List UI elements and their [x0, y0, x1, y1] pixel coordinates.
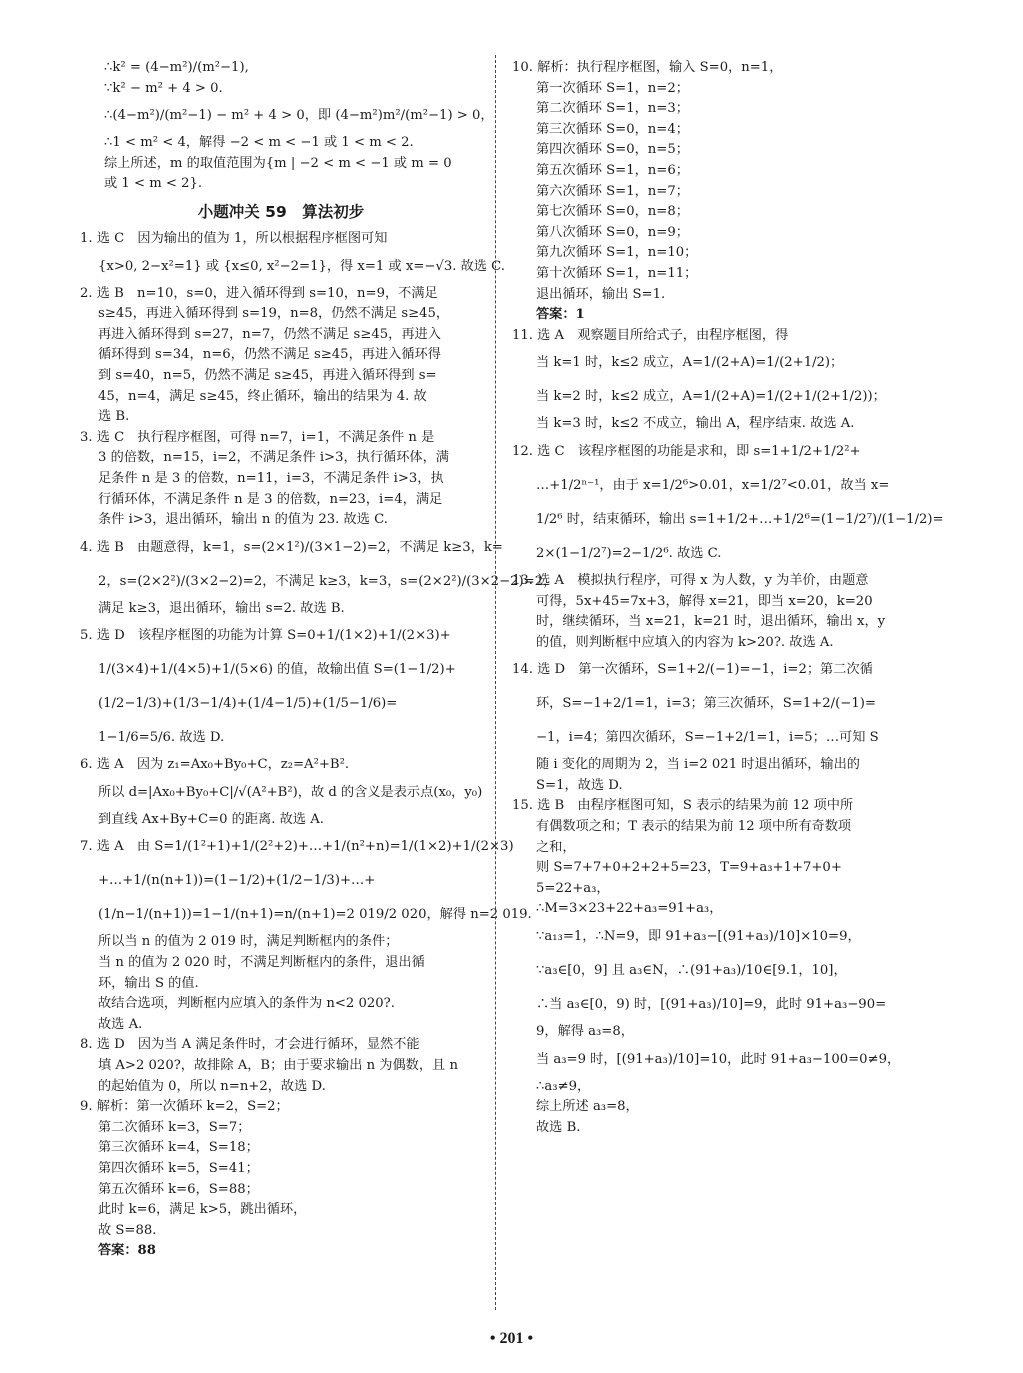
text-line: ∴1 < m² < 4，解得 −2 < m < −1 或 1 < m < 2.: [104, 135, 414, 151]
text-line: 故选 A.: [98, 1016, 143, 1032]
text-line: (1/n−1/(n+1))=1−1/(n+1)=n/(n+1)=2 019/2 020，解得 n=2 019.: [98, 907, 532, 923]
text-line: 4. 选 B 由题意得，k=1，s=(2×1²)/(3×1−2)=2，不满足 k≥3，k=: [80, 539, 503, 555]
text-line: 当 k=2 时，k≤2 成立，A=1/(2+A)=1/(2+1/(2+1/2))；: [536, 389, 886, 405]
text-line: 8. 选 D 因为当 A 满足条件时，才会进行循环，显然不能: [80, 1037, 420, 1053]
text-line: ∴当 a₃∈[0，9) 时，[(91+a₃)/10]=9，此时 91+a₃−90=: [536, 997, 887, 1013]
text-line: 故结合选项，判断框内应填入的条件为 n<2 020?.: [98, 996, 395, 1012]
text-line: ∴M=3×23+22+a₃=91+a₃，: [536, 901, 723, 917]
text-line: (1/2−1/3)+(1/3−1/4)+(1/4−1/5)+(1/5−1/6)=: [98, 696, 398, 712]
text-line: 的值，则判断框中应填入的内容为 k>20?. 故选 A.: [536, 634, 834, 650]
text-line: 3. 选 C 执行程序框图，可得 n=7，i=1，不满足条件 n 是: [80, 429, 435, 445]
text-line: 到 s=40，n=5，仍然不满足 s≥45，再进入循环得到 s=: [98, 367, 437, 383]
text-line: +…+1/(n(n+1))=(1−1/2)+(1/2−1/3)+…+: [98, 873, 376, 889]
text-line: 综上所述 a₃=8，: [536, 1099, 639, 1115]
text-line: 11. 选 A 观察题目所给式子，由程序框图，得: [512, 327, 789, 343]
text-line: 5. 选 D 该程序框图的功能为计算 S=0+1/(1×2)+1/(2×3)+: [80, 628, 451, 644]
text-line: 环，S=−1+2/1=1，i=3；第三次循环，S=1+2/(−1)=: [536, 696, 876, 712]
text-line: 15. 选 B 由程序框图可知，S 表示的结果为前 12 项中所: [512, 798, 854, 814]
text-line: 2×(1−1/2⁷)=2−1/2⁶. 故选 C.: [536, 545, 722, 561]
text-line: 当 k=1 时，k≤2 成立，A=1/(2+A)=1/(2+1/2)；: [536, 355, 844, 371]
text-line: 故选 B.: [536, 1119, 581, 1135]
right-column: [512, 58, 944, 1138]
column-divider: [495, 55, 496, 1310]
text-line: 条件 i>3，退出循环，输出 n 的值为 23. 故选 C.: [98, 512, 388, 528]
text-line: ∴(4−m²)/(m²−1) − m² + 4 > 0，即 (4−m²)m²/(m²−1) > 0，: [104, 108, 494, 124]
text-line: 第五次循环 k=6，S=88；: [98, 1181, 259, 1197]
text-line: 可得，5x+45=7x+3，解得 x=21，即当 x=20，k=20: [536, 593, 873, 609]
text-line: 7. 选 A 由 S=1/(1²+1)+1/(2²+2)+…+1/(n²+n)=1/(1×2)+1/(2×3): [80, 839, 514, 855]
text-line: 则 S=7+7+0+2+2+5=23，T=9+a₃+1+7+0+: [536, 860, 842, 876]
text-line: 故 S=88.: [98, 1222, 157, 1238]
text-line: 所以 d=|Ax₀+By₀+C|/√(A²+B²)，故 d 的含义是表示点(x₀，y₀): [98, 784, 483, 800]
text-line: 当 k=3 时，k≤2 不成立，输出 A，程序结束. 故选 A.: [536, 416, 855, 432]
text-line: 1−1/6=5/6. 故选 D.: [98, 730, 225, 746]
text-line: 第四次循环 k=5，S=41；: [98, 1161, 259, 1176]
text-line: S=1，故选 D.: [536, 777, 623, 793]
text-line: 时，继续循环，当 x=21，k=21 时，退出循环，输出 x，y: [536, 614, 886, 630]
text-line: 满足 k≥3，退出循环，输出 s=2. 故选 B.: [98, 600, 345, 616]
text-line: 1/(3×4)+1/(4×5)+1/(5×6) 的值，故输出值 S=(1−1/2)+: [98, 662, 456, 678]
text-line: 12. 选 C 该程序框图的功能是求和，即 s=1+1/2+1/2²+: [512, 443, 861, 459]
text-line: 当 a₃=9 时，[(91+a₃)/10]=10，此时 91+a₃−100=0≠9，: [536, 1051, 901, 1067]
text-line: 第二次循环 S=1，n=3；: [536, 101, 689, 117]
text-line: 9. 解析：第一次循环 k=2，S=2；: [80, 1099, 289, 1115]
text-line: 第九次循环 S=1，n=10；: [536, 245, 698, 261]
section-title: 小题冲关 59 算法初步: [197, 202, 365, 221]
text-line: 行循环体，不满足条件 n 是 3 的倍数，n=23，i=4，满足: [98, 491, 443, 507]
text-line: 第七次循环 S=0，n=8；: [536, 204, 689, 220]
text-line: 之和，: [536, 839, 576, 855]
text-line: 选 B.: [98, 409, 130, 425]
text-line: 第二次循环 k=3，S=7；: [98, 1119, 251, 1135]
text-line: 1. 选 C 因为输出的值为 1，所以根据程序框图可知: [80, 230, 388, 246]
page-number: • 201 •: [489, 1330, 534, 1347]
text-line: 退出循环，输出 S=1.: [536, 286, 666, 302]
text-line: 14. 选 D 第一次循环，S=1+2/(−1)=−1，i=2；第二次循: [512, 662, 873, 678]
text-line: 环，输出 S 的值.: [98, 975, 199, 991]
text-line: 到直线 Ax+By+C=0 的距离. 故选 A.: [98, 811, 324, 827]
text-line: 答案：88: [98, 1243, 156, 1259]
text-line: 2. 选 B n=10，s=0，进入循环得到 s=10，n=9，不满足: [80, 285, 438, 301]
text-line: 5=22+a₃，: [536, 880, 610, 896]
text-line: 的起始值为 0，所以 n=n+2，故选 D.: [98, 1078, 326, 1094]
text-line: 循环得到 s=34，n=6，仍然不满足 s≥45，再进入循环得: [98, 347, 441, 363]
text-line: 3 的倍数，n=15，i=2，不满足条件 i>3，执行循环体，满: [98, 450, 449, 466]
text-line: 第一次循环 S=1，n=2；: [536, 80, 689, 96]
text-line: 1/2⁶ 时，结束循环，输出 s=1+1/2+…+1/2⁶=(1−1/2⁷)/(1−1/2)=: [536, 511, 944, 527]
text-line: 第五次循环 S=1，n=6；: [536, 162, 689, 178]
text-line: ∵k² − m² + 4 > 0.: [104, 80, 223, 96]
text-line: 第十次循环 S=1，n=11；: [536, 265, 698, 281]
text-line: −1，i=4；第四次循环，S=−1+2/1=1，i=5；…可知 S: [536, 730, 879, 746]
text-line: 随 i 变化的周期为 2，当 i=2 021 时退出循环，输出的: [536, 757, 860, 773]
text-line: ∵a₃∈[0，9] 且 a₃∈N，∴(91+a₃)/10∈[9.1，10]，: [536, 963, 847, 979]
text-line: 或 1 < m < 2}.: [104, 176, 203, 192]
text-line: …+1/2ⁿ⁻¹，由于 x=1/2⁶>0.01，x=1/2⁷<0.01，故当 x=: [536, 477, 890, 493]
text-line: 第四次循环 S=0，n=5；: [536, 142, 689, 158]
text-line: 13. 选 A 模拟执行程序，可得 x 为人数，y 为羊价，由题意: [512, 572, 869, 588]
text-line: 有偶数项之和；T 表示的结果为前 12 项中所有奇数项: [536, 819, 852, 835]
text-line: 所以当 n 的值为 2 019 时，满足判断框内的条件；: [98, 934, 399, 950]
text-line: s≥45，再进入循环得到 s=19，n=8，仍然不满足 s≥45，: [98, 306, 450, 322]
text-line: 综上所述，m 的取值范围为{m | −2 < m < −1 或 m = 0: [104, 155, 452, 171]
text-line: 当 n 的值为 2 020 时，不满足判断框内的条件，退出循: [98, 955, 425, 971]
text-line: ∵a₁₃=1，∴N=9，即 91+a₃−[(91+a₃)/10]×10=9，: [536, 929, 861, 945]
text-line: 再进入循环得到 s=27，n=7，仍然不满足 s≥45，再进入: [98, 326, 441, 342]
text-line: 6. 选 A 因为 z₁=Ax₀+By₀+C，z₂=A²+B².: [80, 757, 350, 773]
text-line: 第三次循环 k=4，S=18；: [98, 1140, 259, 1156]
text-line: ∴k² = (4−m²)/(m²−1),: [104, 60, 249, 75]
text-line: 第八次循环 S=0，n=9；: [536, 224, 689, 240]
text-line: ∴a₃≠9，: [536, 1078, 591, 1094]
text-line: 填 A>2 020?，故排除 A，B；由于要求输出 n 为偶数，且 n: [98, 1058, 458, 1074]
text-line: 第六次循环 S=1，n=7；: [536, 183, 689, 199]
text-line: 足条件 n 是 3 的倍数，n=11，i=3，不满足条件 i>3，执: [98, 470, 444, 486]
text-line: 此时 k=6，满足 k>5，跳出循环，: [98, 1202, 307, 1218]
text-line: 第三次循环 S=0，n=4；: [536, 121, 689, 137]
text-line: {x>0, 2−x²=1} 或 {x≤0, x²−2=1}，得 x=1 或 x=−√3. 故选 C.: [98, 258, 505, 274]
text-line: 答案：1: [536, 307, 585, 323]
text-line: 9，解得 a₃=8，: [536, 1024, 634, 1040]
text-line: 10. 解析：执行程序框图，输入 S=0，n=1，: [512, 60, 783, 75]
text-line: 45，n=4，满足 s≥45，终止循环，输出的结果为 4. 故: [98, 388, 427, 404]
text-line: 2，s=(2×2²)/(3×2−2)=2，不满足 k≥3，k=3，s=(2×2²)/(3×2−2)=2，: [98, 573, 557, 589]
